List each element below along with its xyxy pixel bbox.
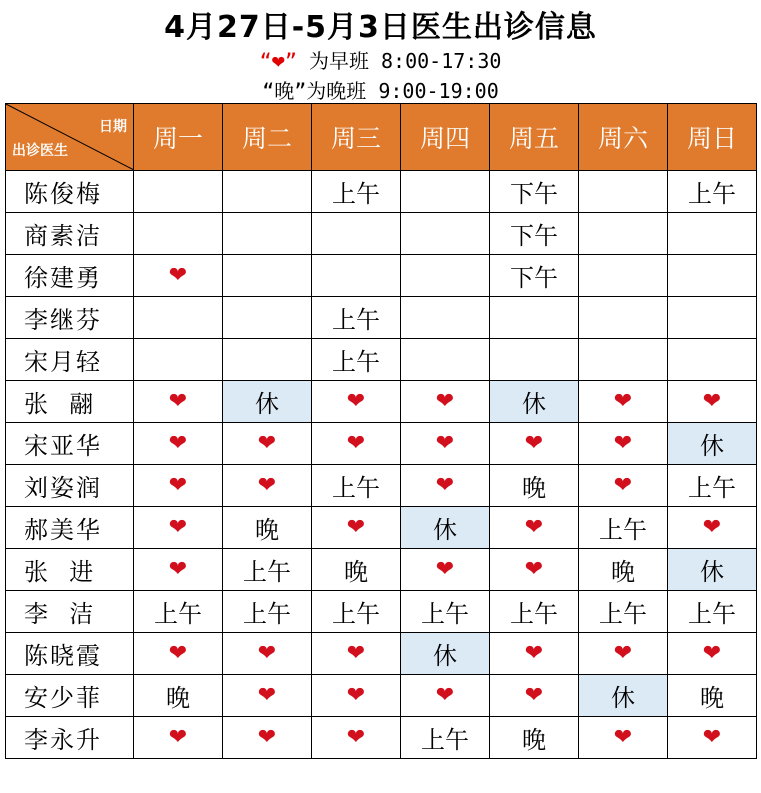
page-title: 4月27日-5月3日医生出诊信息 [164, 10, 597, 45]
schedule-cell [223, 213, 312, 255]
table-row [6, 213, 757, 255]
schedule-cell: 上午 [223, 591, 312, 633]
table-row [6, 255, 757, 297]
legend-morning-shift [0, 45, 761, 74]
schedule-cell: 上午 [401, 591, 490, 633]
schedule-cell: 下午 [490, 213, 579, 255]
schedule-cell: 上午 [312, 591, 401, 633]
schedule-cell: 上午 [668, 171, 757, 213]
heart-icon: ❤ [579, 381, 668, 423]
heart-icon: ❤ [579, 633, 668, 675]
schedule-cell [490, 297, 579, 339]
heart-icon: ❤ [490, 633, 579, 675]
heart-icon: ❤ [668, 507, 757, 549]
heart-icon: ❤ [490, 507, 579, 549]
schedule-cell: 晚 [579, 549, 668, 591]
schedule-cell: 晚 [668, 675, 757, 717]
table-row [6, 633, 757, 675]
schedule-cell: 晚 [223, 507, 312, 549]
schedule-cell [668, 213, 757, 255]
table-row [6, 465, 757, 507]
heart-icon: ❤ [401, 423, 490, 465]
schedule-cell: 晚 [490, 465, 579, 507]
off-day-cell: 休 [579, 675, 668, 717]
table-row [6, 591, 757, 633]
schedule-cell [579, 213, 668, 255]
day-header: 周二 [223, 104, 312, 171]
schedule-cell: 上午 [401, 717, 490, 759]
off-day-cell: 休 [401, 507, 490, 549]
schedule-cell [223, 255, 312, 297]
schedule-cell: 上午 [579, 507, 668, 549]
heart-icon: ❤ [134, 633, 223, 675]
schedule-cell: 晚 [490, 717, 579, 759]
heart-icon: ❤ [223, 423, 312, 465]
day-header: 周五 [490, 104, 579, 171]
heart-icon: ❤ [134, 255, 223, 297]
schedule-cell [312, 255, 401, 297]
doctor-name: 李 洁 [6, 591, 134, 633]
heart-icon: ❤ [223, 465, 312, 507]
schedule-body [6, 171, 757, 759]
heart-icon: ❤ [223, 633, 312, 675]
schedule-cell [134, 339, 223, 381]
table-row [6, 507, 757, 549]
schedule-cell [401, 213, 490, 255]
table-row [6, 549, 757, 591]
off-day-cell: 休 [668, 423, 757, 465]
schedule-cell [490, 339, 579, 381]
doctor-name: 宋月轻 [6, 339, 134, 381]
heart-icon: ❤ [312, 507, 401, 549]
table-row [6, 171, 757, 213]
schedule-cell: 上午 [312, 297, 401, 339]
doctor-name: 李继芬 [6, 297, 134, 339]
heart-icon: ❤ [134, 717, 223, 759]
schedule-cell: 下午 [490, 171, 579, 213]
doctor-name: 安少菲 [6, 675, 134, 717]
heart-icon: ❤ [312, 423, 401, 465]
day-header: 周一 [134, 104, 223, 171]
schedule-cell [223, 339, 312, 381]
heart-icon: ❤ [312, 633, 401, 675]
heart-icon: ❤ [134, 507, 223, 549]
doctor-name: 陈晓霞 [6, 633, 134, 675]
day-header: 周三 [312, 104, 401, 171]
doctor-name: 商素洁 [6, 213, 134, 255]
heart-icon: ❤ [579, 465, 668, 507]
schedule-cell [312, 213, 401, 255]
schedule-cell [579, 297, 668, 339]
heart-icon: ❤ [223, 675, 312, 717]
heart-icon: ❤ [401, 465, 490, 507]
heart-icon: ❤ [312, 717, 401, 759]
off-day-cell: 休 [668, 549, 757, 591]
heart-icon: ❤ [490, 675, 579, 717]
heart-icon: ❤ [401, 549, 490, 591]
table-row [6, 717, 757, 759]
heart-icon: ❤ [579, 423, 668, 465]
heart-icon: ❤ [401, 675, 490, 717]
schedule-cell [401, 339, 490, 381]
doctor-name: 宋亚华 [6, 423, 134, 465]
doctor-name: 徐建勇 [6, 255, 134, 297]
schedule-cell [401, 171, 490, 213]
doctor-name: 张 翮 [6, 381, 134, 423]
doctor-name: 刘姿润 [6, 465, 134, 507]
doctor-name: 张 进 [6, 549, 134, 591]
table-row [6, 339, 757, 381]
heart-icon: ❤ [312, 675, 401, 717]
schedule-cell [668, 339, 757, 381]
header-row [6, 104, 757, 171]
day-header: 周日 [668, 104, 757, 171]
schedule-cell [668, 297, 757, 339]
schedule-cell [579, 339, 668, 381]
schedule-cell: 晚 [312, 549, 401, 591]
day-header: 周四 [401, 104, 490, 171]
schedule-table [5, 103, 757, 759]
schedule-cell: 上午 [668, 465, 757, 507]
heart-icon: ❤ [668, 717, 757, 759]
heart-icon: ❤ [271, 49, 285, 74]
corner-doctor-label: 出诊医生 [12, 143, 68, 159]
day-header: 周六 [579, 104, 668, 171]
schedule-cell: 上午 [312, 339, 401, 381]
heart-icon: ❤ [579, 717, 668, 759]
table-row [6, 297, 757, 339]
table-row [6, 675, 757, 717]
schedule-cell [134, 171, 223, 213]
heart-icon: ❤ [312, 381, 401, 423]
off-day-cell: 休 [490, 381, 579, 423]
heart-icon: ❤ [134, 549, 223, 591]
corner-date-label: 日期 [99, 119, 127, 135]
schedule-cell [134, 213, 223, 255]
table-row [6, 423, 757, 465]
legend-quote-close: ” [284, 49, 297, 73]
schedule-cell: 上午 [490, 591, 579, 633]
schedule-cell: 上午 [134, 591, 223, 633]
heart-icon: ❤ [134, 381, 223, 423]
table-row [6, 381, 757, 423]
schedule-cell [668, 255, 757, 297]
schedule-cell [401, 297, 490, 339]
schedule-cell [223, 297, 312, 339]
schedule-cell [579, 171, 668, 213]
legend-quote-open: “ [259, 49, 272, 73]
heart-icon: ❤ [223, 717, 312, 759]
schedule-cell: 上午 [668, 591, 757, 633]
schedule-cell: 上午 [312, 465, 401, 507]
schedule-cell: 上午 [579, 591, 668, 633]
heart-icon: ❤ [668, 381, 757, 423]
legend-morning-text: 为早班 8:00-17:30 [296, 49, 502, 73]
schedule-cell: 晚 [134, 675, 223, 717]
corner-header [6, 104, 134, 171]
off-day-cell: 休 [223, 381, 312, 423]
schedule-cell: 上午 [312, 171, 401, 213]
schedule-cell: 上午 [223, 549, 312, 591]
legend-evening-shift: “晚”为晚班 9:00-19:00 [262, 79, 499, 103]
schedule-cell [134, 297, 223, 339]
heart-icon: ❤ [490, 423, 579, 465]
doctor-name: 陈俊梅 [6, 171, 134, 213]
heart-icon: ❤ [490, 549, 579, 591]
heart-icon: ❤ [134, 465, 223, 507]
schedule-cell [579, 255, 668, 297]
heart-icon: ❤ [134, 423, 223, 465]
schedule-cell [401, 255, 490, 297]
doctor-name: 郝美华 [6, 507, 134, 549]
schedule-cell [223, 171, 312, 213]
off-day-cell: 休 [401, 633, 490, 675]
heart-icon: ❤ [668, 633, 757, 675]
schedule-cell: 下午 [490, 255, 579, 297]
corner-diagonal [6, 104, 134, 170]
heart-icon: ❤ [401, 381, 490, 423]
doctor-name: 李永升 [6, 717, 134, 759]
